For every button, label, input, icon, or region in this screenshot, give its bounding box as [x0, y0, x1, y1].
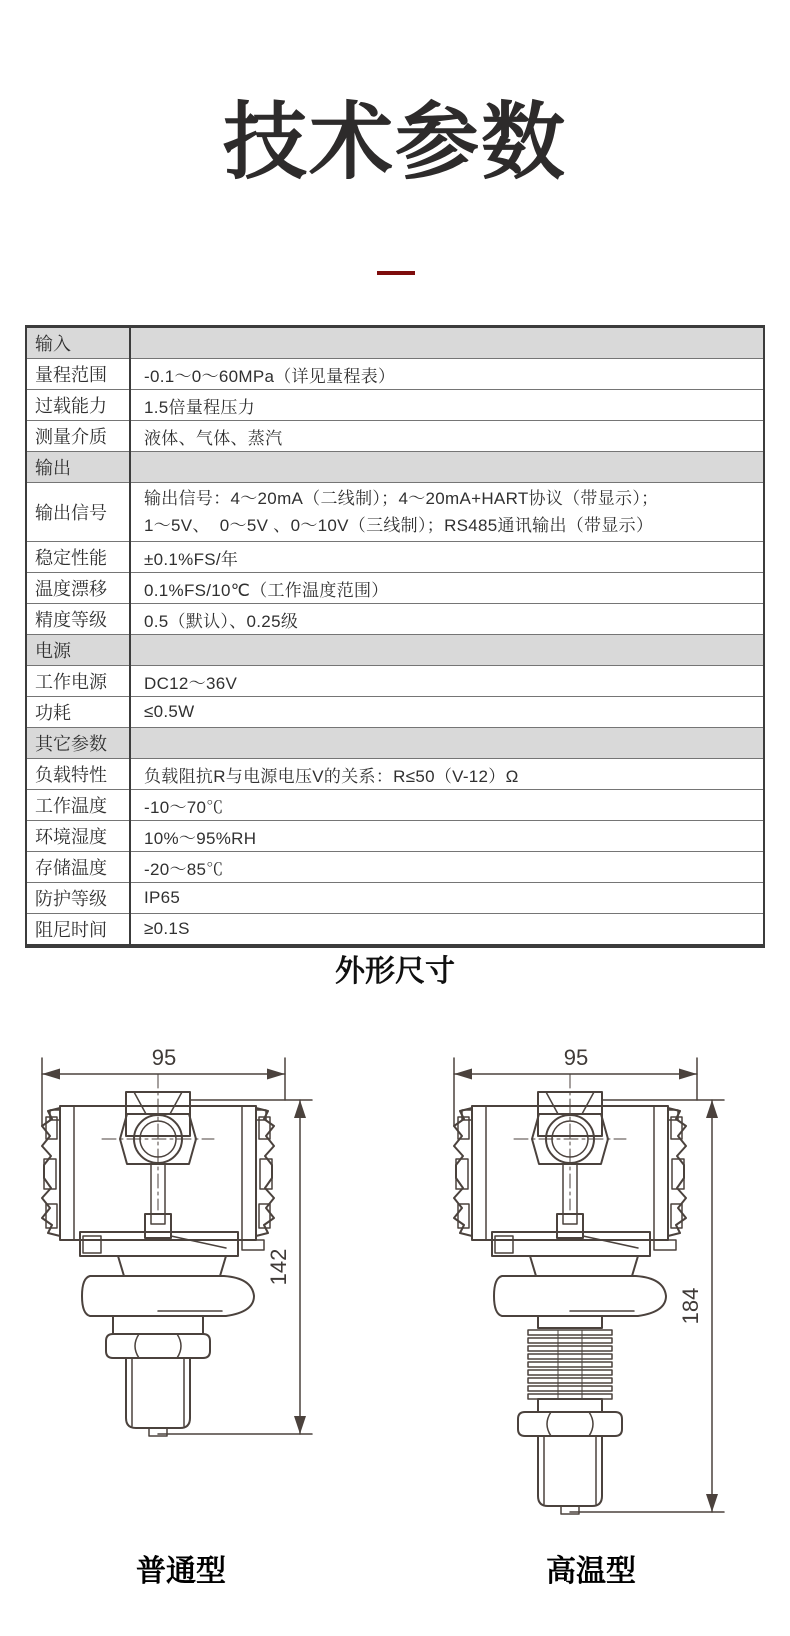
caption-standard-type: 普通型: [136, 1555, 226, 1588]
spec-value: ≤0.5W: [130, 697, 764, 728]
spec-value: [130, 483, 764, 542]
section-label: 输入: [26, 327, 130, 359]
spec-table: [25, 325, 765, 948]
spec-label: 工作电源: [26, 666, 130, 697]
spec-row: [26, 852, 764, 883]
height-dimension-value: 184: [678, 1287, 703, 1325]
outline-drawing-standard: [28, 1018, 328, 1458]
spec-row: [26, 697, 764, 728]
spec-label: 输出信号: [26, 483, 130, 542]
spec-section-row: [26, 452, 764, 483]
caption-high-temp-type: 高温型: [546, 1555, 636, 1588]
spec-value-line2: 1～5V、 0～5V 、0～10V（三线制）；RS485通讯输出（带显示）: [144, 516, 654, 535]
centerlines: [514, 1074, 626, 1210]
spec-value: 液体、气体、蒸汽: [130, 421, 764, 452]
centerlines: [102, 1074, 214, 1210]
spec-value: -0.1～0～60MPa（详见量程表）: [130, 359, 764, 390]
spec-value: ≥0.1S: [130, 914, 764, 947]
width-dimension-value: 95: [151, 1045, 177, 1070]
spec-value: 10%～95%RH: [130, 821, 764, 852]
spec-value: 1.5倍量程压力: [130, 390, 764, 421]
accent-dash: [377, 271, 415, 275]
section-label: 电源: [26, 635, 130, 666]
spec-row: [26, 542, 764, 573]
dimensions-heading: 外形尺寸: [335, 955, 455, 988]
spec-row: [26, 604, 764, 635]
cooling-fins: [528, 1330, 612, 1399]
page-title: 技术参数: [222, 95, 567, 189]
spec-label: 环境湿度: [26, 821, 130, 852]
spec-label: 温度漂移: [26, 573, 130, 604]
spec-row: [26, 666, 764, 697]
spec-label: 防护等级: [26, 883, 130, 914]
spec-row: [26, 821, 764, 852]
spec-value: ±0.1%FS/年: [130, 542, 764, 573]
spec-label: 量程范围: [26, 359, 130, 390]
spec-row: [26, 390, 764, 421]
spec-section-row: [26, 327, 764, 359]
spec-label: 工作温度: [26, 790, 130, 821]
spec-label: 测量介质: [26, 421, 130, 452]
spec-label: 负载特性: [26, 759, 130, 790]
spec-label: 过载能力: [26, 390, 130, 421]
spec-label: 存储温度: [26, 852, 130, 883]
spec-row: [26, 759, 764, 790]
spec-value: 0.5（默认）、0.25级: [130, 604, 764, 635]
width-dimension-value: 95: [563, 1045, 589, 1070]
spec-value: IP65: [130, 883, 764, 914]
spec-row: [26, 790, 764, 821]
spec-row: [26, 421, 764, 452]
spec-value: -10～70℃: [130, 790, 764, 821]
spec-value: 负载阻抗R与电源电压V的关系：R≤50（V-12）Ω: [130, 759, 764, 790]
spec-value-line1: 输出信号：4～20mA（二线制）；4～20mA+HART协议（带显示）；: [144, 489, 659, 508]
spec-label: 阻尼时间: [26, 914, 130, 947]
spec-label: 稳定性能: [26, 542, 130, 573]
spec-value: DC12～36V: [130, 666, 764, 697]
spec-label: 功耗: [26, 697, 130, 728]
spec-row: [26, 573, 764, 604]
spec-row: [26, 359, 764, 390]
spec-value: 0.1%FS/10℃（工作温度范围）: [130, 573, 764, 604]
section-label: 输出: [26, 452, 130, 483]
spec-row: [26, 883, 764, 914]
spec-section-row: [26, 635, 764, 666]
outline-drawing-high-temp: [440, 1018, 740, 1538]
section-label: 其它参数: [26, 728, 130, 759]
spec-label: 精度等级: [26, 604, 130, 635]
spec-value: -20～85℃: [130, 852, 764, 883]
spec-row: [26, 914, 764, 947]
spec-section-row: [26, 728, 764, 759]
spec-row-output-signal: [26, 483, 764, 542]
height-dimension-value: 142: [266, 1248, 291, 1286]
